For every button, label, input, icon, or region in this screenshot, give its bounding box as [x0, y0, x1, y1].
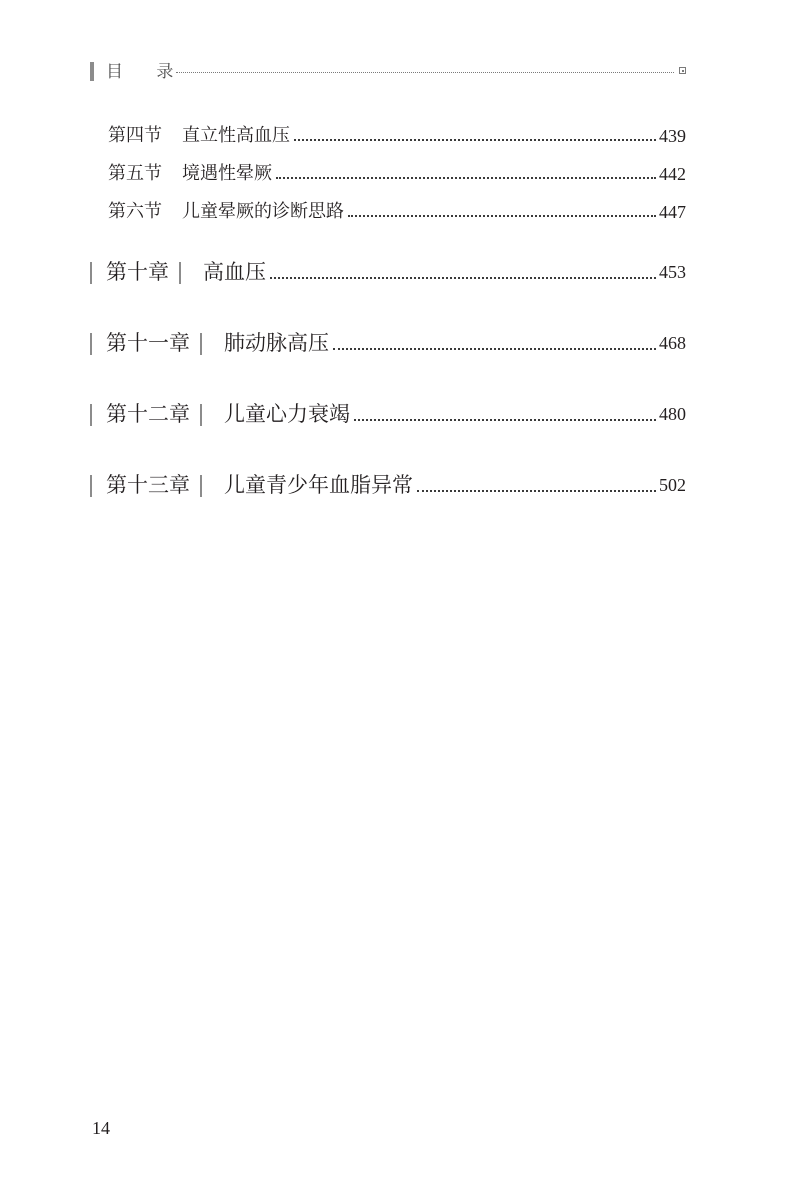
chapter-label: 第十二章	[106, 402, 190, 426]
page-number-footer: 14	[92, 1118, 110, 1138]
chapter-page-number: 468	[659, 333, 686, 353]
chapter-bar-right	[200, 333, 202, 355]
chapter-label: 第十一章	[106, 331, 190, 355]
chapter-bar-right	[200, 475, 202, 497]
toc-section-row[interactable]	[108, 160, 686, 188]
toc-chapter-row[interactable]	[90, 256, 686, 288]
dot-leader	[417, 490, 656, 492]
running-head-bar	[90, 62, 94, 81]
chapter-bar-right	[179, 262, 181, 284]
section-label: 第四节	[108, 125, 162, 146]
chapter-bar-left	[90, 404, 92, 426]
chapter-title: 儿童心力衰竭	[224, 402, 350, 426]
toc-chapter-row[interactable]	[90, 327, 686, 359]
section-page-number: 447	[659, 202, 686, 222]
chapter-bar-left	[90, 333, 92, 355]
dot-leader	[276, 177, 656, 179]
chapter-bar-right	[200, 404, 202, 426]
toc-section-row[interactable]	[108, 122, 686, 150]
chapter-page-number: 502	[659, 475, 686, 495]
section-page-number: 442	[659, 164, 686, 184]
running-head	[90, 60, 686, 84]
dot-leader	[294, 139, 656, 141]
square-ornament-icon	[679, 67, 686, 74]
toc-chapter-row[interactable]	[90, 398, 686, 430]
section-label: 第五节	[108, 163, 162, 184]
dot-leader	[333, 348, 656, 350]
chapter-page-number: 480	[659, 404, 686, 424]
section-title: 境遇性晕厥	[182, 163, 272, 184]
dot-leader	[354, 419, 656, 421]
chapter-label: 第十三章	[106, 473, 190, 497]
running-head-title: 目 录	[106, 62, 188, 82]
chapter-title: 高血压	[203, 260, 266, 284]
chapter-bar-left	[90, 262, 92, 284]
dot-leader	[348, 215, 656, 217]
running-head-dotted-rule	[176, 72, 674, 73]
chapter-label: 第十章	[106, 260, 169, 284]
chapter-page-number: 453	[659, 262, 686, 282]
chapter-bar-left	[90, 475, 92, 497]
chapter-title: 肺动脉高压	[224, 331, 329, 355]
toc-section-row[interactable]	[108, 198, 686, 226]
chapter-title: 儿童青少年血脂异常	[224, 473, 413, 497]
section-label: 第六节	[108, 201, 162, 222]
section-title: 直立性高血压	[182, 125, 290, 146]
dot-leader	[270, 277, 656, 279]
section-page-number: 439	[659, 126, 686, 146]
toc-chapter-row[interactable]	[90, 469, 686, 501]
section-title: 儿童晕厥的诊断思路	[182, 201, 344, 222]
